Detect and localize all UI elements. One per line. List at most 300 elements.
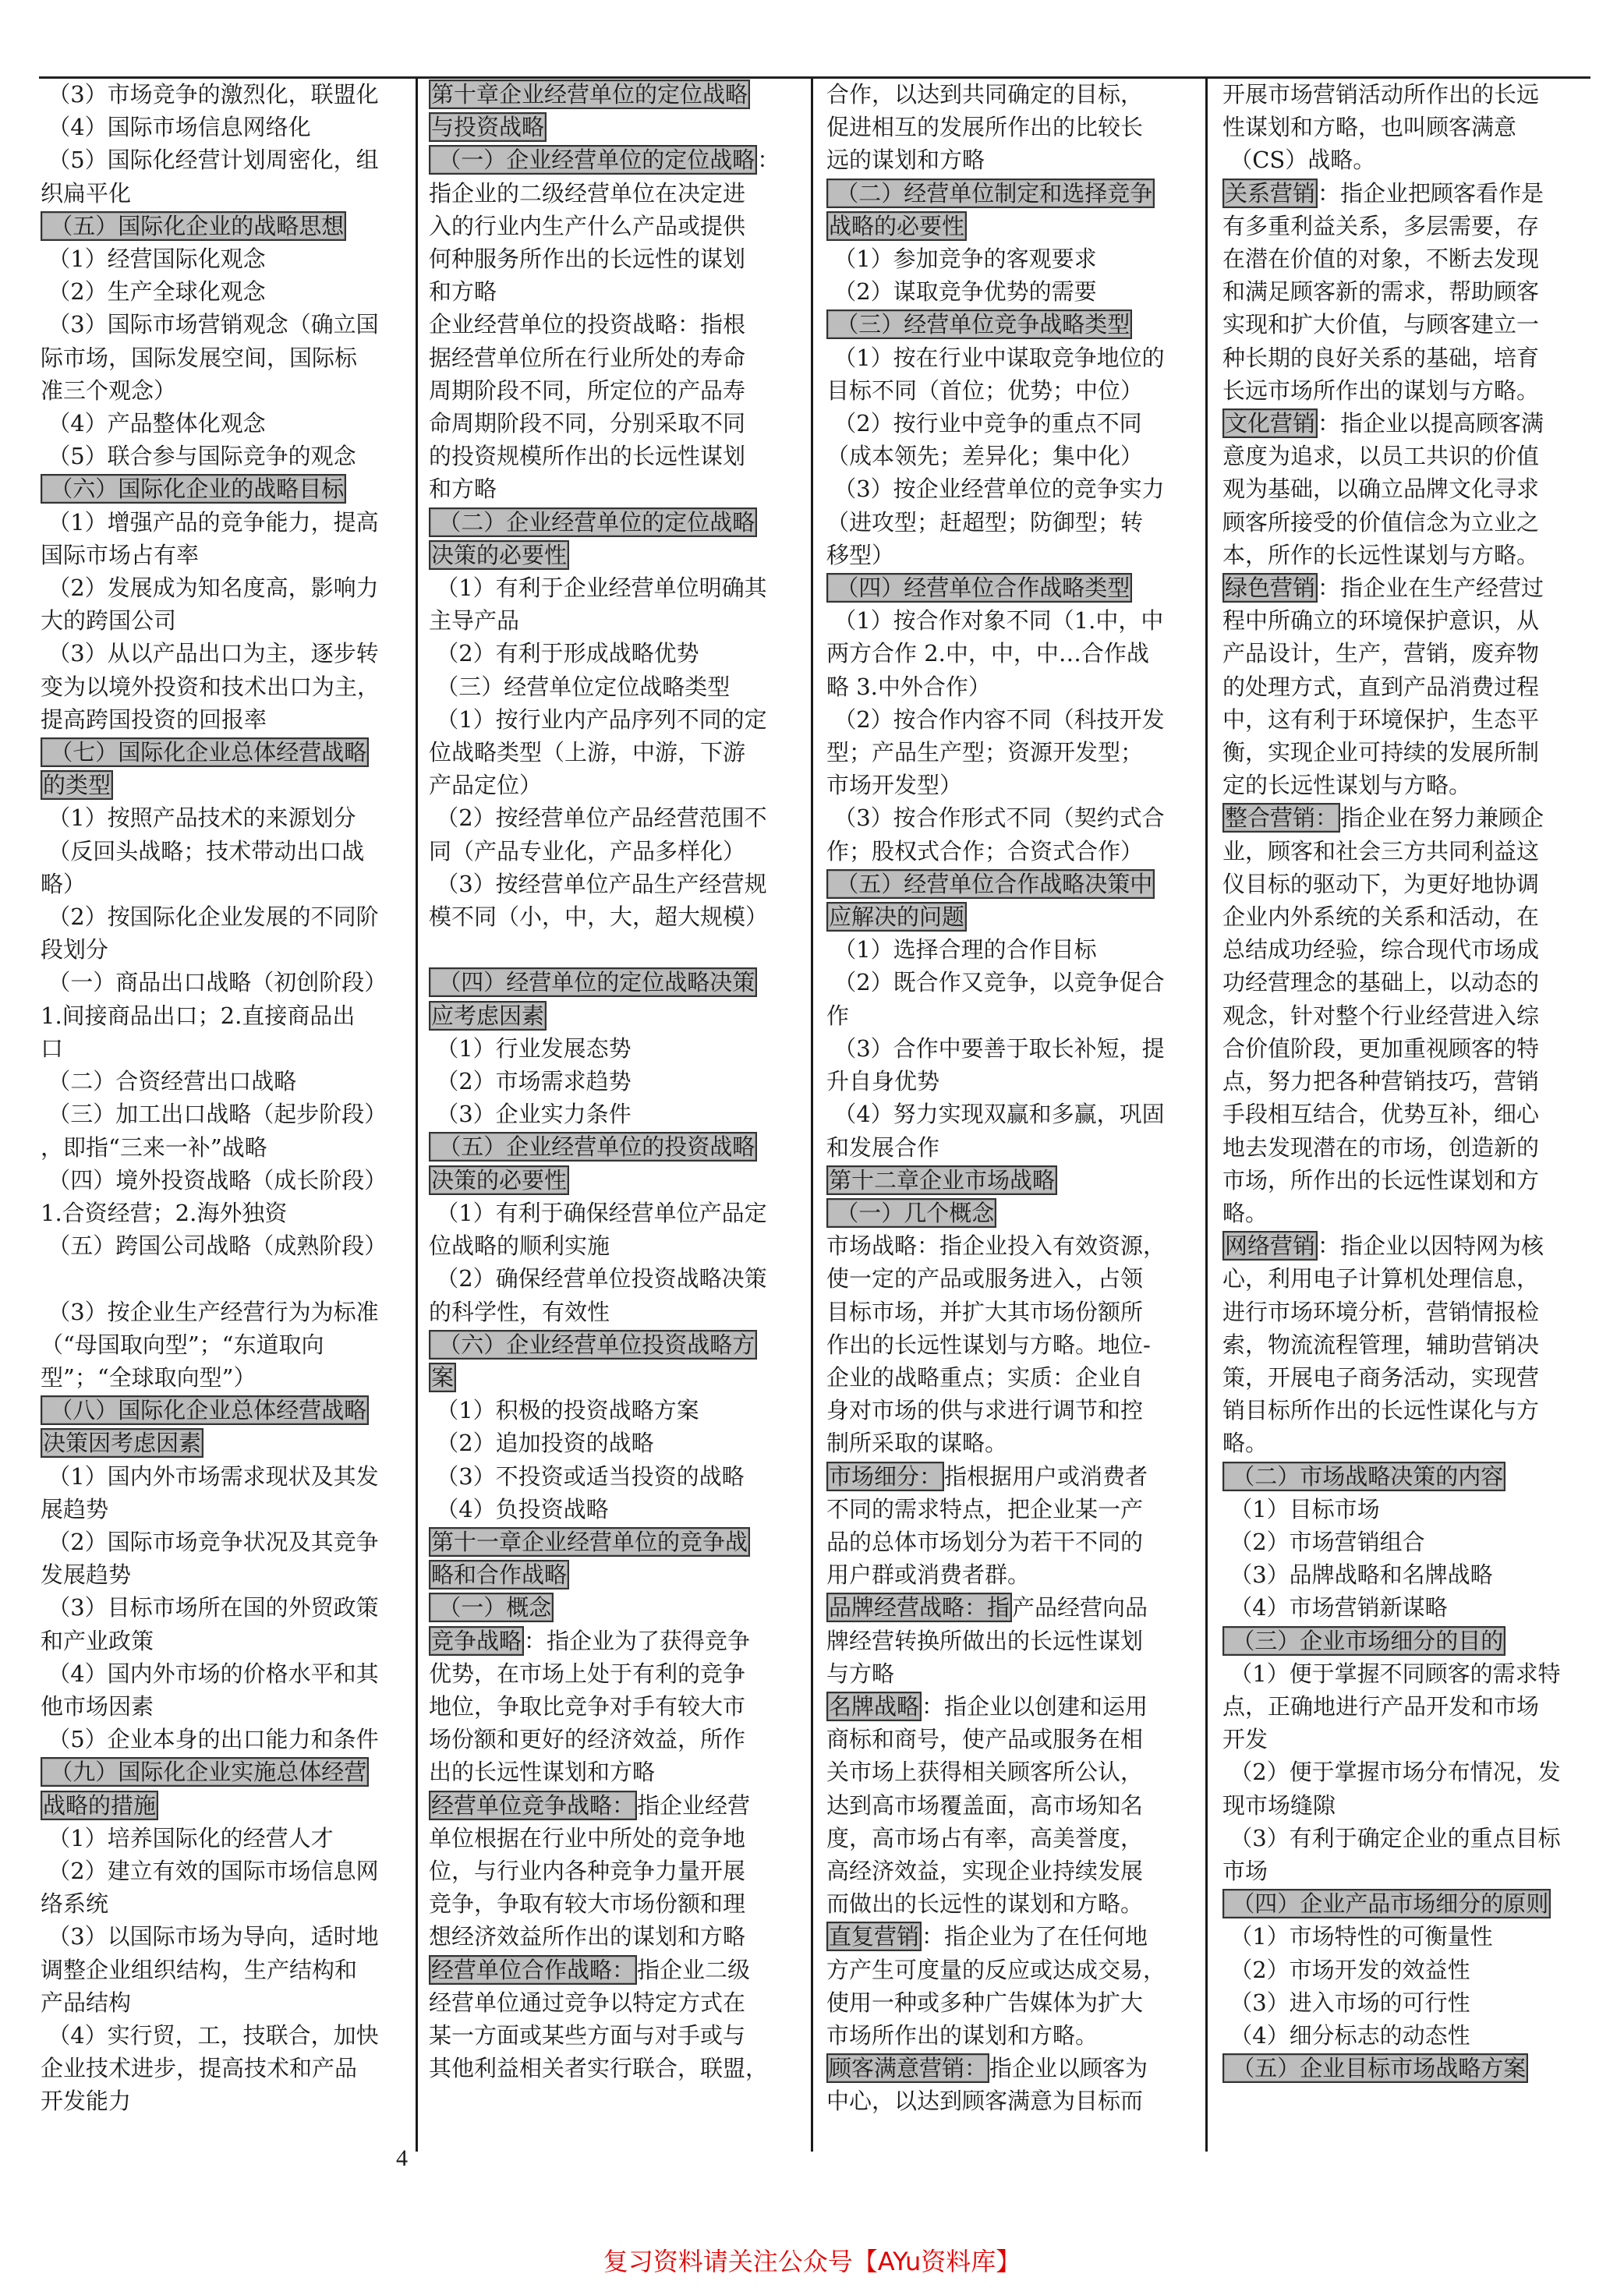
text-line: [1222, 1328, 1589, 1361]
highlighted-term: 决策因考虑因素: [41, 1428, 203, 1458]
text-line: [826, 111, 1193, 143]
line-text: （3）品牌战略和名牌战略: [1222, 1561, 1493, 1589]
line-text: 点，正确地进行产品开发和市场: [1222, 1692, 1540, 1720]
line-text: （1）增强产品的竞争能力，提高: [41, 508, 379, 536]
line-text: 衡，实现企业可持续的发展所制: [1222, 739, 1540, 766]
text-line: [429, 2052, 795, 2085]
text-line: [429, 275, 795, 308]
text-line: [429, 308, 795, 341]
highlighted-term: 战略的必要性: [826, 211, 967, 241]
text-line: [429, 1723, 795, 1756]
highlighted-term: 竞争战略: [429, 1626, 524, 1656]
section-heading-line: [429, 1558, 795, 1591]
text-line: [429, 2019, 795, 2052]
line-text: 其他利益相关者实行联合，联盟，: [429, 2055, 769, 2082]
definition-text: ：指企业以提高顾客满: [1318, 410, 1544, 437]
highlighted-term: 第十一章企业经营单位的竞争战: [429, 1527, 750, 1557]
section-heading-line: [826, 1460, 1193, 1493]
line-text: 不同的需求特点，把企业某一产: [826, 1495, 1144, 1522]
text-line: [429, 868, 795, 900]
text-line: [826, 1493, 1193, 1526]
text-line: [41, 2052, 407, 2085]
text-line: [1222, 868, 1589, 900]
text-line: [826, 1756, 1193, 1788]
line-text: 展趋势: [41, 1495, 109, 1522]
line-text: （一）商品出口战略（初创阶段）: [41, 969, 387, 996]
line-text: （3）不投资或适当投资的战略: [429, 1462, 745, 1490]
highlighted-term: 顾客满意营销：: [826, 2053, 989, 2083]
highlighted-term: 经营单位合作战略：: [429, 1955, 637, 1985]
line-text: 种长期的良好关系的基础，培育: [1222, 344, 1540, 371]
text-line: [41, 900, 407, 933]
line-text: （4）负投资战略: [429, 1495, 609, 1522]
text-line: [826, 242, 1193, 275]
text-line: [429, 242, 795, 275]
highlighted-term: 第十二章企业市场战略: [826, 1165, 1057, 1195]
line-text: 商标和商号，使产品或服务在相: [826, 1726, 1144, 1753]
highlighted-term: 品牌经营战略：指: [826, 1593, 1012, 1622]
line-text: （2）按国际化企业发展的不同阶: [41, 904, 379, 931]
line-text: （3）按企业生产经营行为为标准: [41, 1298, 379, 1325]
section-heading-line: [429, 1526, 795, 1558]
text-line: [826, 1262, 1193, 1295]
text-line: [429, 933, 795, 966]
text-line: [826, 506, 1193, 539]
text-line: [41, 78, 407, 111]
text-line: [1222, 736, 1589, 769]
text-line: [826, 999, 1193, 1032]
line-text: 周期阶段不同，所定位的产品寿: [429, 377, 746, 404]
definition-text: ：指企业为了获得竞争: [524, 1627, 751, 1654]
text-line: [429, 210, 795, 242]
column-2: [429, 78, 795, 2085]
line-text: （1）目标市场: [1222, 1495, 1380, 1522]
section-heading-line: [429, 1361, 795, 1394]
line-text: 他市场因素: [41, 1692, 154, 1720]
text-line: [1222, 1822, 1589, 1855]
text-line: [1222, 143, 1589, 176]
text-line: [41, 1822, 407, 1855]
line-text: 的投资规模所作出的长远性谋划: [429, 443, 746, 470]
text-line: [41, 374, 407, 407]
highlighted-term: （六）企业经营单位投资战略方: [429, 1330, 757, 1360]
text-line: [826, 1855, 1193, 1887]
line-text: 开展市场营销活动所作出的长远: [1222, 81, 1540, 108]
line-text: 高经济效益，实现企业持续发展: [826, 1857, 1144, 1884]
line-text: 和方略: [429, 476, 497, 503]
line-text: （3）市场竞争的激烈化，联盟化: [41, 81, 379, 108]
text-line: [826, 966, 1193, 999]
line-text: （2）既合作又竞争，以竞争促合: [826, 969, 1165, 996]
line-text: 产品结构: [41, 1989, 132, 2016]
line-text: （2）便于掌握市场分布情况，发: [1222, 1759, 1561, 1786]
section-heading-line: [826, 210, 1193, 242]
line-text: （4）国际市场信息网络化: [41, 114, 311, 141]
line-text: 与方略: [826, 1660, 895, 1687]
definition-text: 指企业经营: [637, 1791, 751, 1819]
text-line: [429, 1197, 795, 1229]
text-line: [41, 966, 407, 999]
line-text: 制所采取的谋略。: [826, 1430, 1008, 1457]
line-text: 变为以境外投资和技术出口为主，: [41, 673, 380, 700]
text-line: [41, 1164, 407, 1197]
text-line: [1222, 1361, 1589, 1394]
text-line: [1222, 111, 1589, 143]
line-text: 作: [826, 1002, 850, 1029]
line-text: 何种服务所作出的长远性的谋划: [429, 246, 746, 273]
text-line: [1222, 703, 1589, 736]
line-text: 身对市场的供与求进行调节和控: [826, 1397, 1144, 1424]
section-heading-line: [429, 1130, 795, 1163]
text-line: [1222, 1657, 1589, 1690]
text-line: [1222, 78, 1589, 111]
text-line: [41, 1887, 407, 1920]
line-text: 主导产品: [429, 607, 520, 635]
text-line: [41, 1558, 407, 1591]
line-text: 络系统: [41, 1890, 109, 1918]
text-line: [1222, 1262, 1589, 1295]
highlighted-term: 决策的必要性: [429, 540, 569, 570]
line-text: 升自身优势: [826, 1068, 940, 1095]
highlighted-term: （二）市场战略决策的内容: [1222, 1462, 1505, 1491]
line-text: 远的谋划和方略: [826, 147, 985, 174]
line-text: 索，物流流程管理，辅助营销决: [1222, 1331, 1540, 1358]
text-line: [1222, 1427, 1589, 1459]
line-text: 总结成功经验，综合现代市场成: [1222, 936, 1540, 964]
line-text: 使一定的产品或服务进入，占领: [826, 1265, 1144, 1292]
section-heading-line: [41, 1427, 407, 1459]
text-line: [41, 1032, 407, 1065]
text-line: [41, 1065, 407, 1098]
text-line: [826, 143, 1193, 176]
text-line: [1222, 1558, 1589, 1591]
line-text: （5）联合参与国际竞争的观念: [41, 443, 356, 470]
section-heading-line: [826, 571, 1193, 604]
line-text: 市场战略：指企业投入有效资源，: [826, 1232, 1166, 1260]
line-text: （1）有利于确保经营单位产品定: [429, 1199, 767, 1226]
text-line: [1222, 2019, 1589, 2052]
text-line: [41, 1262, 407, 1295]
line-text: （四）境外投资战略（成长阶段）: [41, 1166, 387, 1193]
line-text: 际市场，国际发展空间，国际标: [41, 344, 358, 371]
highlighted-term: 应解决的问题: [826, 902, 967, 932]
text-line: [826, 374, 1193, 407]
highlighted-term: （四）企业产品市场细分的原则: [1222, 1889, 1551, 1918]
section-heading-line: [826, 900, 1193, 933]
line-text: 的科学性，有效性: [429, 1298, 610, 1325]
highlighted-term: （九）国际化企业实施总体经营: [41, 1757, 369, 1787]
line-text: （3）国际市场营销观念（确立国: [41, 311, 379, 338]
text-line: [826, 1065, 1193, 1098]
line-text: （1）按合作对象不同（1.中，中: [826, 607, 1164, 635]
line-text: 场份额和更好的经济效益，所作: [429, 1726, 746, 1753]
highlighted-term: （一）概念: [429, 1593, 554, 1622]
highlighted-term: 网络营销: [1222, 1231, 1318, 1261]
text-line: [826, 1887, 1193, 1920]
line-text: 两方合作 2.中，中，中…合作战: [826, 640, 1149, 667]
line-text: 目标市场，并扩大其市场份额所: [826, 1298, 1144, 1325]
text-line: [429, 769, 795, 801]
section-heading-line: [429, 1328, 795, 1361]
text-line: [41, 868, 407, 900]
line-text: 中心，以达到顾客满意为目标而: [826, 2088, 1144, 2115]
line-text: （1）行业发展态势: [429, 1034, 632, 1062]
line-text: 长远市场所作出的谋划与方略。: [1222, 377, 1540, 404]
line-text: （2）按经营单位产品经营范围不: [429, 804, 767, 832]
definition-text: ：指企业为了在任何地: [922, 1923, 1148, 1950]
text-line: [826, 1657, 1193, 1690]
line-text: 企业技术进步，提高技术和产品: [41, 2055, 358, 2082]
section-heading-line: [429, 78, 795, 111]
text-line: [429, 1887, 795, 1920]
line-text: 发展趋势: [41, 1561, 132, 1589]
line-text: 略。: [1222, 1430, 1268, 1457]
text-line: [826, 1098, 1193, 1130]
section-heading-line: [826, 1164, 1193, 1197]
line-text: 仪目标的驱动下，为更好地协调: [1222, 870, 1540, 897]
line-text: 某一方面或某些方面与对手或与: [429, 2021, 746, 2049]
text-line: [1222, 1032, 1589, 1065]
section-heading-line: [429, 1954, 795, 1986]
line-text: 同（产品专业化，产品多样化）: [429, 837, 746, 865]
text-line: [826, 440, 1193, 472]
section-heading-line: [41, 1394, 407, 1427]
text-line: [41, 143, 407, 176]
text-line: [1222, 1855, 1589, 1887]
highlighted-term: （二）企业经营单位的定位战略: [429, 507, 757, 537]
line-text: （1）市场特性的可衡量性: [1222, 1923, 1493, 1950]
text-line: [1222, 835, 1589, 868]
section-heading-line: [41, 472, 407, 505]
highlighted-term: 经营单位竞争战略：: [429, 1791, 637, 1820]
highlighted-term: 应考虑因素: [429, 1001, 547, 1031]
line-text: 本，所作的长远性谋划与方略。: [1222, 541, 1540, 568]
text-line: [1222, 1920, 1589, 1953]
text-line: [1222, 440, 1589, 472]
line-text: （三）加工出口战略（起步阶段）: [41, 1101, 387, 1128]
text-line: [41, 1296, 407, 1328]
line-text: 合作，以达到共同确定的目标，: [826, 81, 1144, 108]
text-line: [41, 440, 407, 472]
line-text: （5）企业本身的出口能力和条件: [41, 1726, 379, 1753]
highlighted-term: 市场细分：: [826, 1462, 944, 1491]
line-text: 织扁平化: [41, 179, 132, 207]
text-line: [1222, 999, 1589, 1032]
line-text: 出的长远性谋划和方略: [429, 1759, 656, 1786]
line-text: （4）国内外市场的价格水平和其: [41, 1660, 379, 1687]
line-text: （1）按行业内产品序列不同的定: [429, 705, 767, 733]
line-text: 开发: [1222, 1726, 1268, 1753]
section-heading-line: [429, 966, 795, 999]
line-text: （“母国取向型”；“东道取向: [41, 1331, 324, 1358]
text-line: [1222, 1098, 1589, 1130]
highlighted-term: （六）国际化企业的战略目标: [41, 474, 346, 504]
line-text: 优势，在市场上处于有利的竞争: [429, 1660, 746, 1687]
text-line: [41, 1493, 407, 1526]
text-line: [429, 1756, 795, 1788]
line-text: 作出的长远性谋划与方略。地位-: [826, 1331, 1151, 1358]
line-text: 作；股权式合作；合资式合作）: [826, 837, 1144, 865]
line-text: （1）便于掌握不同顾客的需求特: [1222, 1660, 1561, 1687]
line-text: （反回头战略；技术带动出口战: [41, 837, 365, 865]
text-line: [1222, 1065, 1589, 1098]
highlighted-term: （五）企业目标市场战略方案: [1222, 2053, 1528, 2083]
line-text: 产品定位）: [429, 772, 543, 799]
text-line: [41, 637, 407, 670]
text-line: [1222, 933, 1589, 966]
section-heading-line: [826, 1591, 1193, 1624]
line-text: （1）经营国际化观念: [41, 246, 266, 273]
line-text: （2）建立有效的国际市场信息网: [41, 1857, 379, 1884]
definition-text: 指企业以顾客为: [989, 2055, 1148, 2082]
line-text: （3）有利于确定企业的重点目标: [1222, 1824, 1561, 1851]
text-line: [1222, 539, 1589, 571]
text-line: [826, 1394, 1193, 1427]
highlighted-term: 文化营销: [1222, 408, 1318, 438]
text-line: [1222, 1789, 1589, 1822]
text-line: [826, 78, 1193, 111]
line-text: 和方略: [429, 278, 497, 306]
text-line: [41, 308, 407, 341]
text-line: [1222, 604, 1589, 637]
section-heading-line: [429, 143, 795, 176]
text-line: [826, 801, 1193, 834]
line-text: （4）市场营销新谋略: [1222, 1594, 1448, 1621]
line-text: （5）国际化经营计划周密化，组: [41, 147, 379, 174]
section-heading-line: [41, 736, 407, 769]
section-heading-line: [1222, 1887, 1589, 1920]
line-text: （4）实行贸，工，技联合，加快: [41, 2021, 379, 2049]
text-line: [826, 1526, 1193, 1558]
section-heading-line: [1222, 177, 1589, 210]
text-line: [41, 1855, 407, 1887]
section-heading-line: [429, 1164, 795, 1197]
line-text: （3）进入市场的可行性: [1222, 1989, 1470, 2016]
definition-text: 指企业在努力兼顾企: [1340, 804, 1544, 832]
text-line: [41, 604, 407, 637]
section-heading-line: [1222, 801, 1589, 834]
text-line: [41, 177, 407, 210]
text-line: [41, 2019, 407, 2052]
text-line: [429, 1920, 795, 1953]
text-line: [41, 933, 407, 966]
highlighted-term: 与投资战略: [429, 112, 547, 142]
line-text: （2）发展成为知名度高，影响力: [41, 575, 379, 602]
text-line: [826, 1723, 1193, 1756]
line-text: 略。: [1222, 1199, 1268, 1226]
definition-text: ：: [757, 147, 780, 174]
column-4: [1222, 78, 1589, 2085]
line-text: （2）有利于形成战略优势: [429, 640, 699, 667]
line-text: 据经营单位所在行业所处的寿命: [429, 344, 746, 371]
section-heading-line: [1222, 1625, 1589, 1657]
text-line: [41, 1625, 407, 1657]
text-line: [429, 407, 795, 440]
text-line: [41, 506, 407, 539]
line-text: 目标不同（首位；优势；中位）: [826, 377, 1144, 404]
text-line: [826, 1558, 1193, 1591]
line-text: 合价值阶段，更加重视顾客的特: [1222, 1034, 1540, 1062]
text-line: [429, 703, 795, 736]
line-text: （3）企业实力条件: [429, 1101, 632, 1128]
line-text: 观为基础，以确立品牌文化寻求: [1222, 476, 1540, 503]
line-text: 命周期阶段不同，分别采取不同: [429, 410, 746, 437]
highlighted-term: 名牌战略: [826, 1692, 922, 1721]
line-text: 有多重利益关系，多层需要，存: [1222, 212, 1540, 239]
line-text: 用户群或消费者群。: [826, 1561, 1031, 1589]
definition-text: 产品经营向品: [1012, 1594, 1148, 1621]
line-text: 位战略的顺利实施: [429, 1232, 610, 1260]
line-text: （3）按经营单位产品生产经营规: [429, 870, 767, 897]
highlighted-term: 案: [429, 1363, 456, 1392]
line-text: 进行市场环境分析，营销情报检: [1222, 1298, 1540, 1325]
text-line: [429, 374, 795, 407]
highlighted-term: 整合营销：: [1222, 803, 1340, 833]
highlighted-term: 绿色营销: [1222, 573, 1318, 603]
line-text: 牌经营转换所做出的长远性谋划: [826, 1627, 1144, 1654]
line-text: 功经营理念的基础上，以动态的: [1222, 969, 1540, 996]
text-line: [41, 407, 407, 440]
line-text: 经营单位通过竞争以特定方式在: [429, 1989, 746, 2016]
line-text: 程中所确立的环境保护意识，从: [1222, 607, 1540, 635]
line-text: 市场: [1222, 1857, 1268, 1884]
text-line: [1222, 1591, 1589, 1624]
text-line: [429, 801, 795, 834]
text-line: [826, 703, 1193, 736]
section-heading-line: [826, 308, 1193, 341]
text-line: [41, 1920, 407, 1953]
text-line: [41, 1460, 407, 1493]
text-line: [826, 1427, 1193, 1459]
text-line: [1222, 1197, 1589, 1229]
line-text: 和发展合作: [826, 1133, 940, 1161]
section-heading-line: [429, 999, 795, 1032]
text-line: [429, 1296, 795, 1328]
line-text: 略 3.中外合作）: [826, 673, 991, 700]
text-line: [429, 1986, 795, 2019]
text-line: [41, 2085, 407, 2117]
text-line: [1222, 341, 1589, 374]
text-line: [826, 1625, 1193, 1657]
text-line: [429, 835, 795, 868]
section-heading-line: [1222, 407, 1589, 440]
line-text: 指企业的二级经营单位在决定进: [429, 179, 746, 207]
line-text: （1）培养国际化的经营人才: [41, 1824, 334, 1851]
column-divider: [811, 78, 813, 2152]
text-line: [1222, 1756, 1589, 1788]
highlighted-term: 第十章企业经营单位的定位战略: [429, 80, 750, 109]
text-line: [41, 1361, 407, 1394]
text-line: [41, 341, 407, 374]
text-line: [429, 177, 795, 210]
line-text: （五）跨国公司战略（成熟阶段）: [41, 1232, 387, 1260]
highlighted-term: （三）经营单位竞争战略类型: [826, 309, 1132, 339]
text-line: [1222, 900, 1589, 933]
section-heading-line: [826, 1920, 1193, 1953]
line-text: （3）从以产品出口为主，逐步转: [41, 640, 379, 667]
line-text: （4）产品整体化观念: [41, 410, 266, 437]
line-text: 型；产品生产型；资源开发型；: [826, 739, 1144, 766]
line-text: 大的跨国公司: [41, 607, 177, 635]
line-text: （2）谋取竞争优势的需要: [826, 278, 1097, 306]
section-heading-line: [429, 1625, 795, 1657]
line-text: 想经济效益所作出的谋划和方略: [429, 1923, 746, 1950]
text-line: [429, 1262, 795, 1295]
line-text: 定的长远性谋划与方略。: [1222, 772, 1472, 799]
line-text: 心，利用电子计算机处理信息，: [1222, 1265, 1540, 1292]
line-text: 竞争，争取有较大市场份额和理: [429, 1890, 746, 1918]
definition-text: 指根据用户或消费者: [944, 1462, 1148, 1490]
